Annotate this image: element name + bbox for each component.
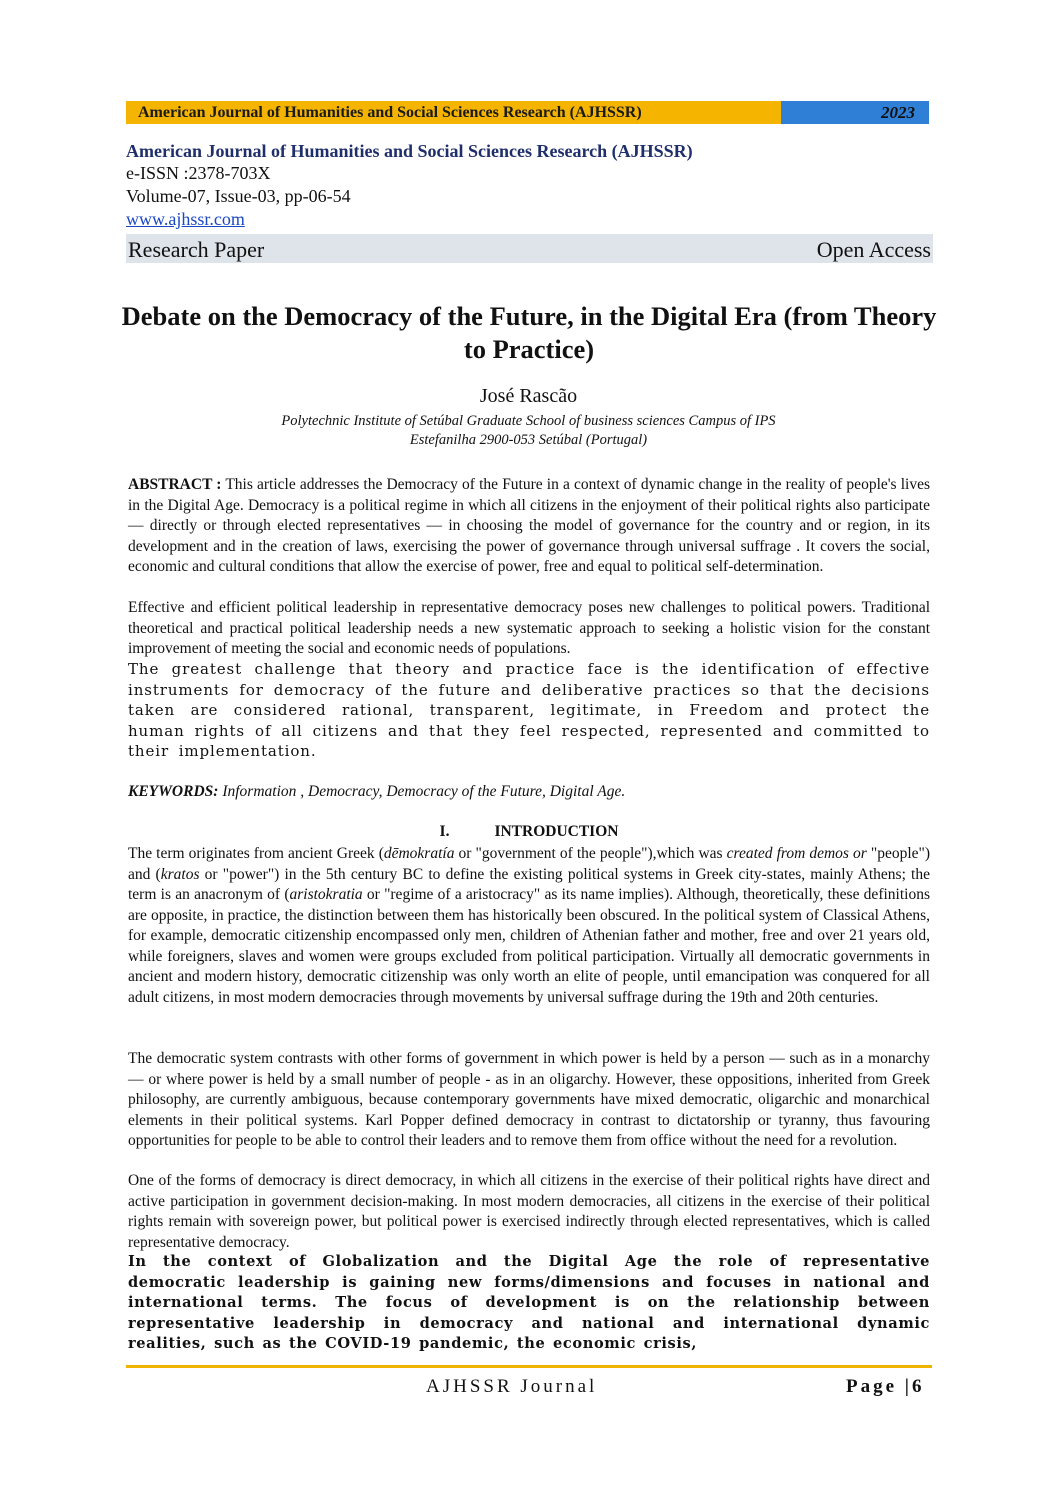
footer-page-number: Page |6 [846,1376,925,1397]
issn: e-ISSN :2378-703X [126,163,271,183]
text-run: or "regime of a aristocracy" as its name implies). Although, theoretically, these definitions are opposite, in practice, the distinction between them has historically been obscured. In the political system of Classical Athens, for example, democratic citizenship encompassed only men, children of Athenian father and mother, free and over 21 years old, while foreigners, slaves and women were groups excluded from political participation. Virtually all democratic governments in ancient and modern history, democratic citizenship was only worth an elite of people, until emancipation was conquered for all adult citizens, in most modern democracies through movements by universal suffrage during the 19th and 20th centuries. [128,886,930,1006]
keywords-line [128,782,930,803]
volume-info: Volume-07, Issue-03, pp-06-54 [126,186,351,206]
paper-title: Debate on the Democracy of the Future, in the Digital Era (from Theory to Practice) [121,301,937,364]
footer-journal: AJHSSR Journal [426,1376,598,1397]
abstract-text-1: This article addresses the Democracy of the Future in a context of dynamic change in the reality of people's lives in the Digital Age. Democracy is a political regime in which all citizens in the enjoyment of their political rights also participate — directly or through elected representatives — in choosing the model of governance for the country and or region, in its development and in the creation of laws, exercising the power of governance through universal suffrage . It covers the social, economic and cultural conditions that allow the exercise of power, free and equal to political self-determination. [128,476,930,575]
masthead [126,140,931,231]
access-type: Open Access [816,237,931,262]
text-run: "people") and ( [128,845,930,883]
section-number: I. [439,823,450,840]
text-run: or "government of the people"),which was [454,845,727,862]
section-heading-introduction [128,822,930,842]
text-run: or "power") in the 5th century BC to define the existing political systems in Greek city-states, mainly Athens; the term is an anacronym of ( [128,865,930,903]
section-title: INTRODUCTION [494,823,619,840]
italic-term: created from demos or [726,845,867,862]
intro-paragraph-3: One of the forms of democracy is direct democracy, in which all citizens in the exercise of their political rights have direct and active participation in government decision-making. In most modern democracies, all citizens in the exercise of their political rights remain with sovereign power, but political power is exercised indirectly through elected representatives, which is called representative democracy. [128,1172,930,1251]
affiliation-line-2: Estefanilha 2900-053 Setúbal (Portugal) [409,432,648,448]
author-name: José Rascão [479,385,578,407]
paper-type: Research Paper [128,237,265,262]
affiliation-line-1: Polytechnic Institute of Setúbal Graduate School of business sciences Campus of IPS [281,413,776,429]
intro-paragraph-1 [128,844,930,1008]
masthead-journal-name: American Journal of Humanities and Social Sciences Research (AJHSSR) [126,141,693,161]
footer-rule [126,1365,932,1368]
website-link[interactable]: www.ajhssr.com [126,209,245,229]
abstract-paragraph-2: Effective and efficient political leadership in representative democracy poses new challenges to political powers. Traditional theoretical and practical political leadership needs a new systematic approach to seeking a holistic vision for the constant improvement of meeting the social and economic needs of populations. [128,599,930,657]
header-journal-band: American Journal of Humanities and Social Sciences Research (AJHSSR) [126,101,781,124]
text-run: The term originates from ancient Greek ( [128,845,384,862]
abstract-label: ABSTRACT : [128,476,222,493]
italic-term: dēmokratía [383,845,455,862]
keywords-text: Information , Democracy, Democracy of the Future, Digital Age. [222,783,626,800]
italic-term: aristokratia [289,886,363,903]
abstract-paragraph-1 [128,475,930,578]
paper-type-bar [126,234,933,263]
keywords-label: KEYWORDS: [128,783,219,800]
abstract-paragraph-3: The greatest challenge that theory and practice face is the identification of effective instruments for democracy of the future and deliberative practices so that the decisions taken are considered rational, transparent, legitimate, in Freedom and protect the human rights of all citizens and that they feel respected, represented and committed to their implementation. [128,660,930,760]
affiliation [126,412,931,450]
header-year-band: 2023 [781,101,929,124]
italic-term: kratos [160,865,200,883]
intro-paragraph-4: In the context of Globalization and the Digital Age the role of representative democratic leadership is gaining new forms/dimensions and focuses in national and international terms. The focus of development is on the relationship between representative leadership in democracy and national and international dynamic realities, such as the COVID-19 pandemic, the economic crisis, [128,1253,930,1352]
intro-paragraph-2: The democratic system contrasts with other forms of government in which power is held by a person — such as in a monarchy — or where power is held by a small number of people - as in an oligarchy. However, these oppositions, inherited from Greek philosophy, are currently ambiguous, because contemporary governments have mixed democratic, oligarchic and monarchical elements in their political systems. Karl Popper defined democracy in contrast to dictatorship or tyranny, thus favouring opportunities for people to be able to control their leaders and to remove them from office without the need for a revolution. [128,1050,930,1149]
